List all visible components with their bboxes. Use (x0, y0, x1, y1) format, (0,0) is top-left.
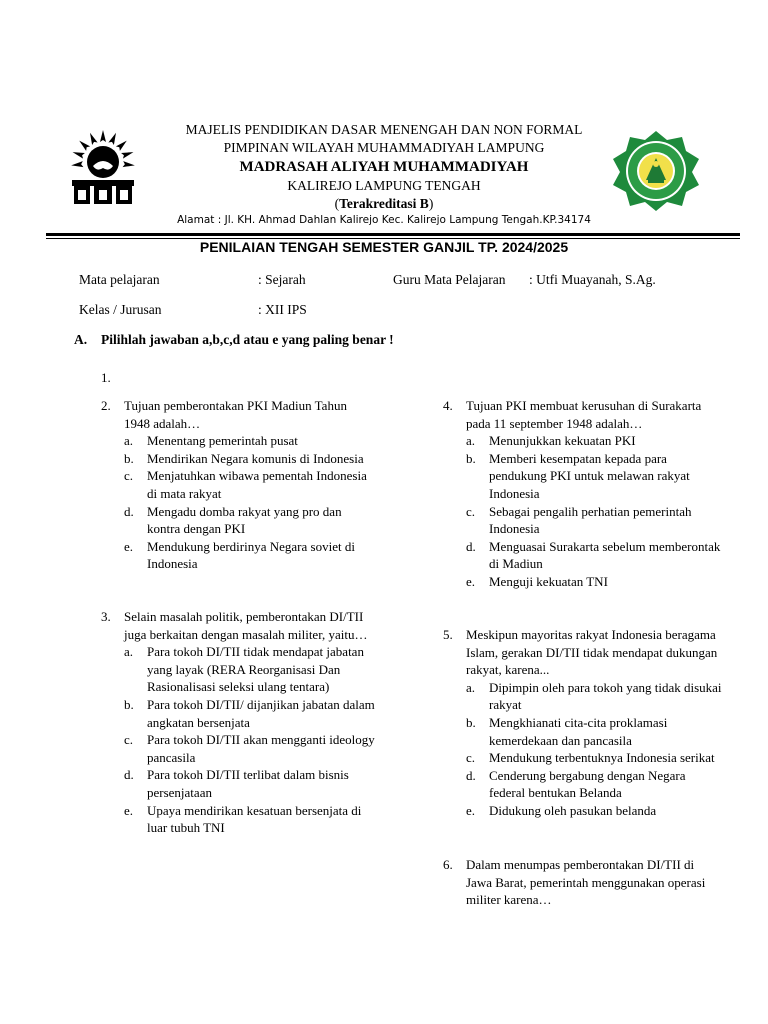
subject-label: Mata pelajaran (79, 272, 160, 287)
answer-option[interactable] (466, 503, 723, 538)
answer-option[interactable] (466, 749, 723, 767)
question-number: 1. (101, 370, 111, 385)
accreditation-text: Terakreditasi B (339, 196, 429, 211)
answer-option[interactable] (124, 802, 376, 837)
option-text: Upaya mendirikan kesatuan bersenjata di luar tubuh TNI (147, 802, 362, 836)
header-school-name: MADRASAH ALIYAH MUHAMMADIYAH (239, 159, 529, 175)
header-council-line: MAJELIS PENDIDIKAN DASAR MENENGAH DAN NON FORMAL (185, 122, 583, 137)
answer-option[interactable] (124, 696, 376, 731)
question-6 (443, 856, 723, 909)
option-letter: a. (466, 679, 476, 695)
option-text: Dipimpin oleh para tokoh yang tidak disukai rakyat (489, 679, 722, 713)
answer-option[interactable] (124, 503, 376, 538)
option-text: Memberi kesempatan kepada para pendukung PKI untuk melawan rakyat Indonesia (489, 450, 690, 501)
answer-option[interactable] (466, 450, 723, 503)
answer-option[interactable] (124, 450, 376, 468)
option-text: Sebagai pengalih perhatian pemerintah Indonesia (489, 503, 692, 537)
option-letter: e. (466, 802, 476, 818)
option-text: Para tokoh DI/TII terlibat dalam bisnis persenjataan (147, 767, 349, 800)
question-stem: Dalam menumpas pemberontakan DI/TII di Jawa Barat, pemerintah menggunakan operasi militer karena… (466, 857, 706, 908)
question-2 (101, 397, 376, 573)
answer-option[interactable] (466, 679, 723, 714)
answer-option[interactable] (466, 714, 723, 749)
teacher-label: Guru Mata Pelajaran (393, 272, 506, 287)
class-value: : XII IPS (258, 302, 307, 317)
option-text: Menjatuhkan wibawa pementah Indonesia di mata rakyat (147, 468, 367, 501)
answer-option[interactable] (466, 538, 723, 573)
option-text: Menunjukkan kekuatan PKI (489, 433, 636, 449)
header-divider-thick (46, 233, 740, 236)
option-letter: d. (124, 503, 134, 519)
option-letter: c. (466, 750, 476, 766)
option-text: Didukung oleh pasukan belanda (489, 802, 657, 818)
option-text: Menguji kekuatan TNI (489, 573, 608, 589)
question-3 (101, 608, 376, 837)
answer-option[interactable] (466, 802, 723, 820)
question-stem: Meskipun mayoritas rakyat Indonesia beragama Islam, gerakan DI/TII tidak mendapat dukungan rakyat, karena... (466, 627, 718, 678)
option-letter: e. (466, 573, 476, 589)
header-location-line: KALIREJO LAMPUNG TENGAH (287, 178, 481, 193)
option-text: Cenderung bergabung dengan Negara federal bentukan Belanda (489, 767, 686, 801)
option-letter: a. (124, 644, 134, 660)
header-region-line: PIMPINAN WILAYAH MUHAMMADIYAH LAMPUNG (223, 140, 545, 155)
option-text: Para tokoh DI/TII/ dijanjikan jabatan dalam angkatan bersenjata (147, 696, 375, 730)
question-number: 3. (101, 609, 111, 624)
answer-option[interactable] (466, 432, 723, 450)
option-text: Mendukung terbentuknya Indonesia serikat (489, 750, 715, 766)
option-text: Para tokoh DI/TII akan mengganti ideology pancasila (147, 732, 375, 765)
option-letter: c. (124, 468, 134, 484)
option-letter: a. (466, 433, 476, 449)
answer-option[interactable] (124, 467, 376, 502)
answer-option[interactable] (466, 767, 723, 802)
option-letter: d. (124, 767, 134, 783)
option-text: Mendirikan Negara komunis di Indonesia (147, 450, 364, 466)
option-letter: b. (124, 696, 134, 712)
answer-option[interactable] (124, 432, 376, 450)
answer-option[interactable] (124, 538, 376, 573)
header-address: Alamat : Jl. KH. Ahmad Dahlan Kalirejo Kec. Kalirejo Lampung Tengah.KP.34174 (177, 214, 591, 226)
option-text: Mendukung berdirinya Negara soviet di Indonesia (147, 538, 355, 572)
option-text: Menguasai Surakarta sebelum memberontak di Madiun (489, 538, 721, 572)
accreditation-open-paren: ( (334, 196, 340, 211)
section-instruction: Pilihlah jawaban a,b,c,d atau e yang paling benar ! (101, 332, 394, 347)
option-letter: b. (124, 450, 134, 466)
option-letter: d. (466, 538, 476, 554)
option-letter: c. (466, 503, 476, 519)
option-text: Mengadu domba rakyat yang pro dan kontra dengan PKI (147, 503, 342, 537)
question-number: 5. (443, 627, 453, 642)
accreditation-close-paren: ) (428, 196, 434, 211)
option-letter: a. (124, 433, 134, 449)
question-4 (443, 397, 723, 591)
question-5 (443, 626, 723, 820)
subject-value: : Sejarah (258, 272, 306, 287)
answer-option[interactable] (124, 766, 376, 801)
teacher-value: : Utfi Muayanah, S.Ag. (529, 272, 656, 287)
question-stem: Tujuan pemberontakan PKI Madiun Tahun 1948 adalah… (124, 398, 347, 431)
option-letter: e. (124, 802, 134, 818)
exam-title: PENILAIAN TENGAH SEMESTER GANJIL TP. 2024/2025 (199, 239, 569, 255)
answer-option[interactable] (124, 643, 376, 696)
option-letter: d. (466, 767, 476, 783)
class-label: Kelas / Jurusan (79, 302, 162, 317)
answer-option[interactable] (124, 731, 376, 766)
question-number: 6. (443, 857, 453, 872)
answer-option[interactable] (466, 573, 723, 591)
option-text: Para tokoh DI/TII tidak mendapat jabatan yang layak (RERA Reorganisasi Dan Rasionalisasi seleksi ulang tentara) (147, 644, 364, 695)
question-stem: Tujuan PKI membuat kerusuhan di Surakarta pada 11 september 1948 adalah… (466, 398, 702, 431)
option-text: Mengkhianati cita-cita proklamasi kemerdekaan dan pancasila (489, 714, 668, 748)
question-number: 2. (101, 398, 111, 413)
option-text: Menentang pemerintah pusat (147, 433, 298, 449)
section-letter: A. (74, 332, 88, 347)
option-letter: b. (466, 714, 476, 730)
option-letter: c. (124, 732, 134, 748)
question-stem: Selain masalah politik, pemberontakan DI/TII juga berkaitan dengan masalah militer, yaitu… (124, 609, 368, 642)
option-letter: e. (124, 538, 134, 554)
question-number: 4. (443, 398, 453, 413)
header-accreditation (0, 196, 768, 212)
option-letter: b. (466, 450, 476, 466)
